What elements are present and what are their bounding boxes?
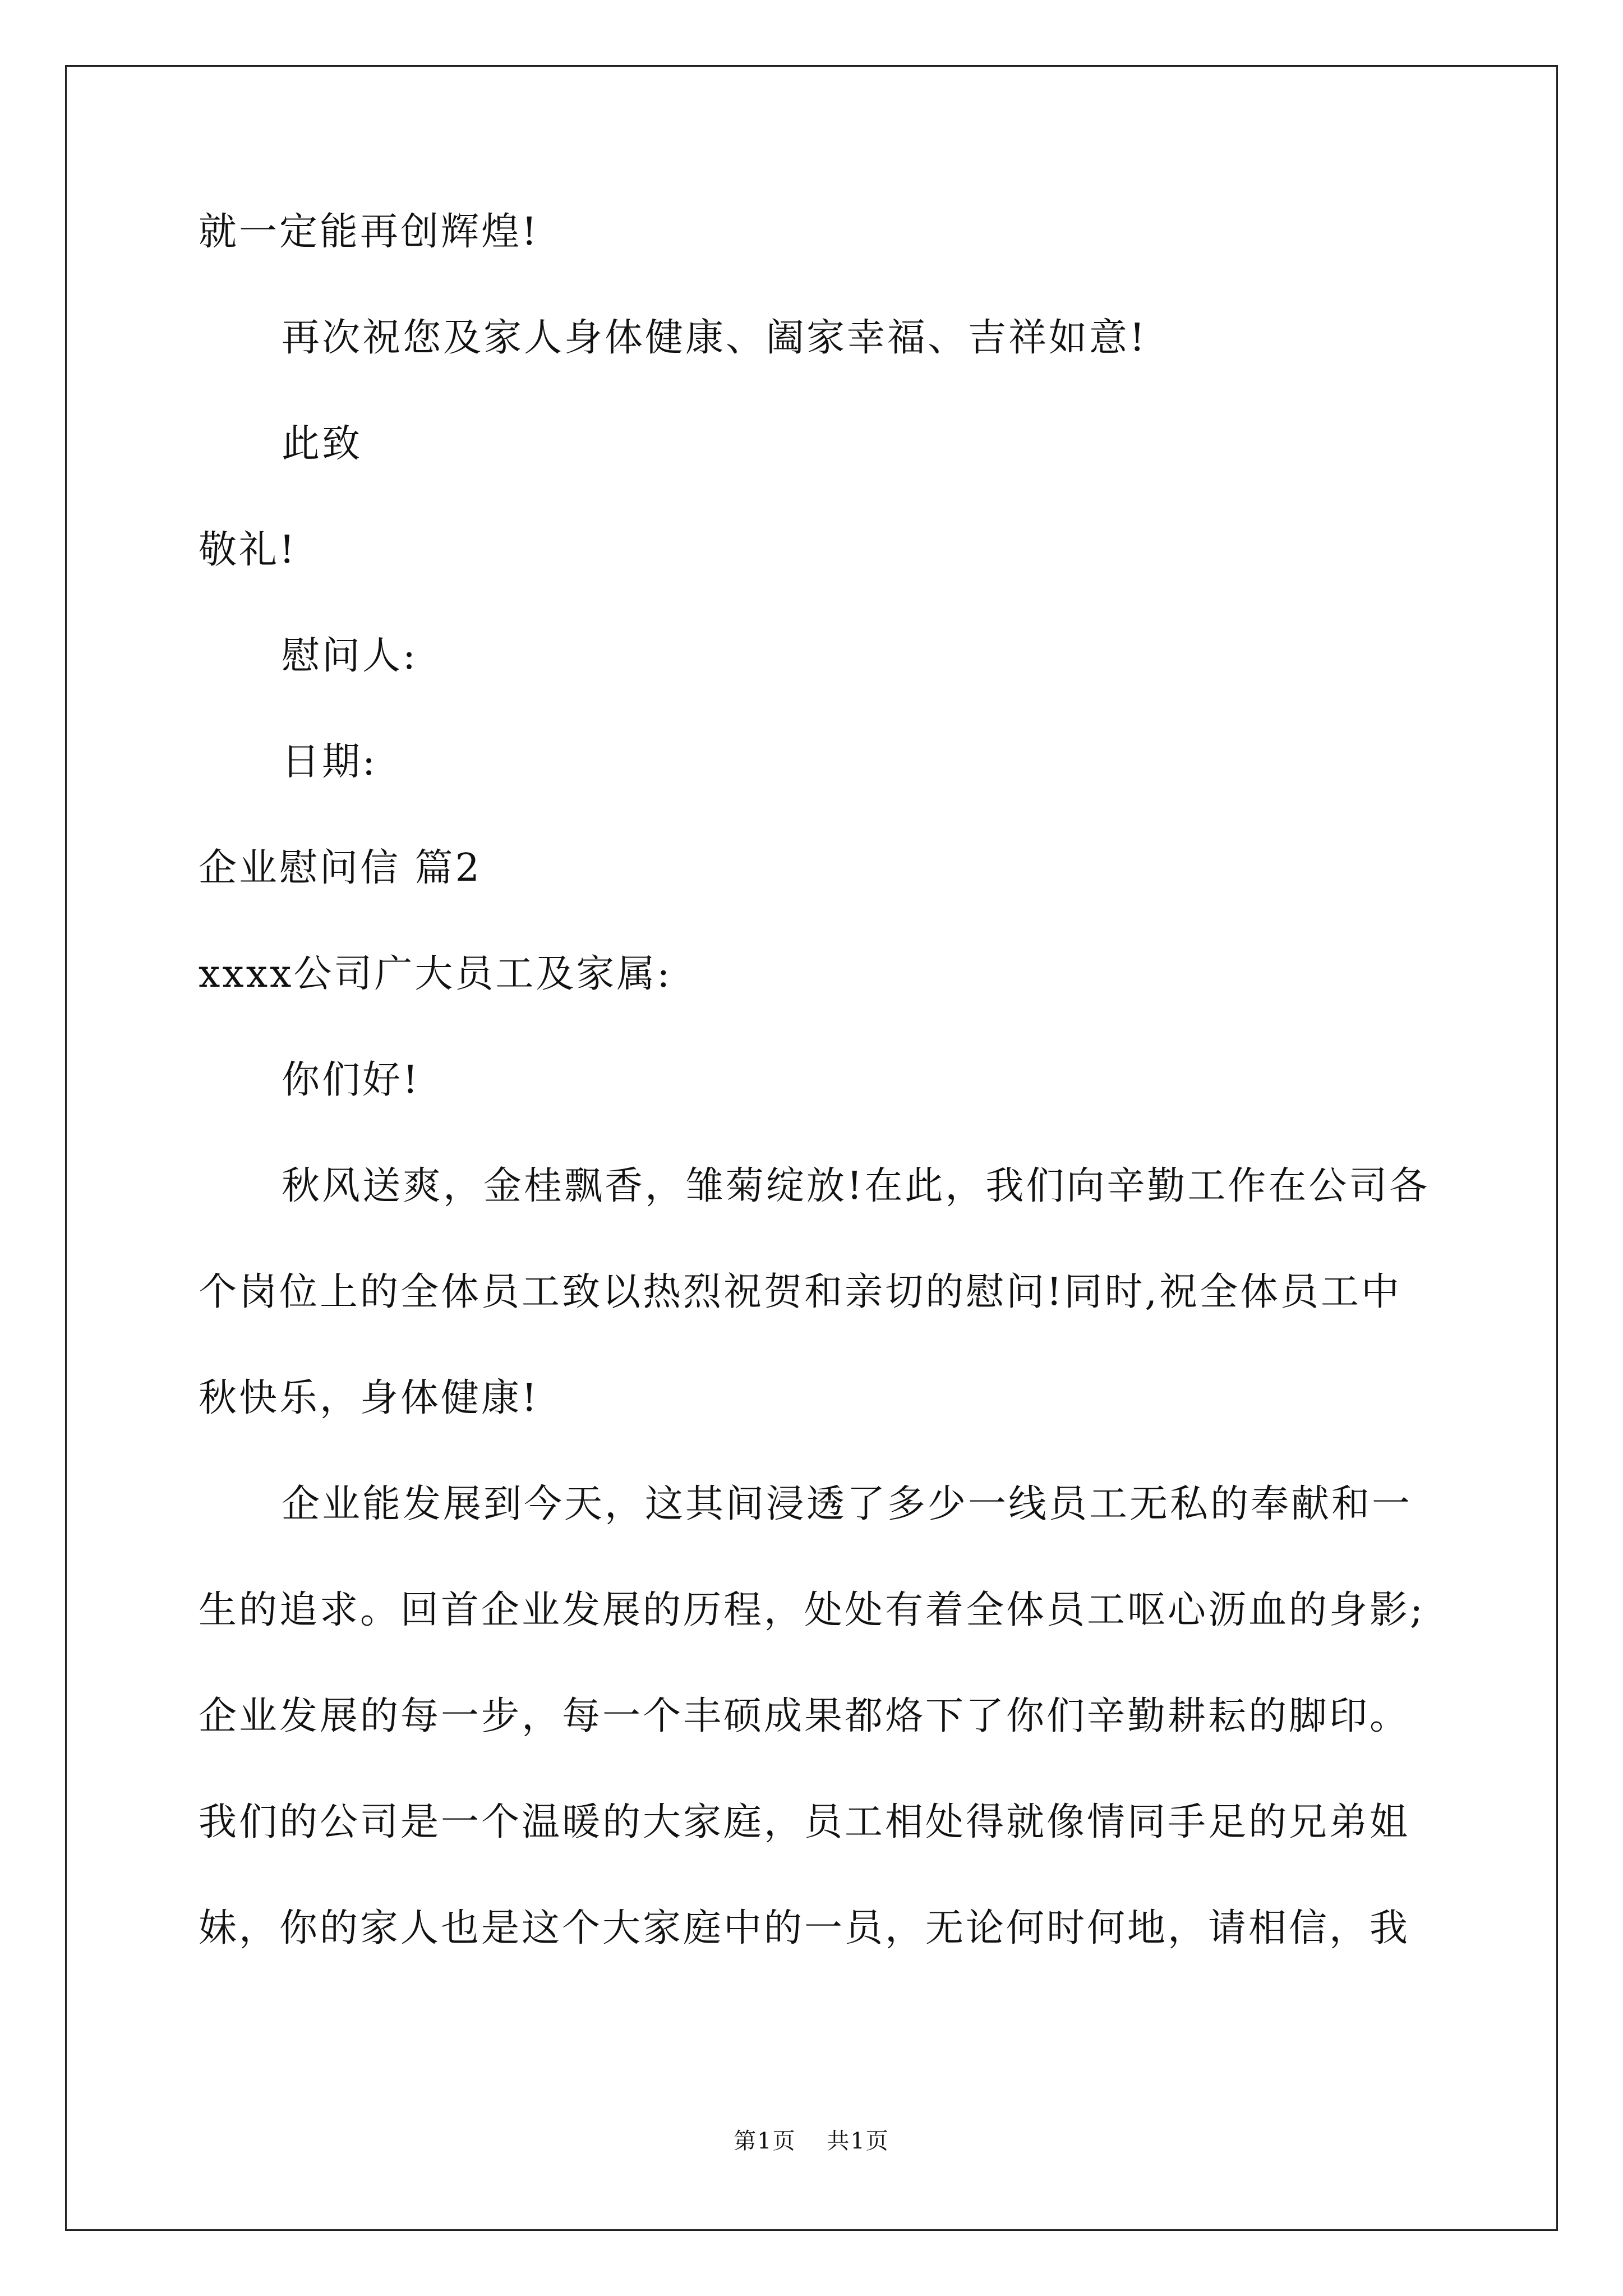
section-heading: 企业慰问信 篇2	[199, 846, 482, 890]
text-line: 日期:	[282, 740, 377, 784]
text-line: 个岗位上的全体员工致以热烈祝贺和亲切的慰问!同时,祝全体员工中	[199, 1270, 1401, 1314]
text-line: 我们的公司是一个温暖的大家庭，员工相处得就像情同手足的兄弟姐	[199, 1800, 1410, 1844]
text-line: 就一定能再创辉煌!	[199, 210, 540, 254]
text-line: 秋快乐，身体健康!	[199, 1376, 540, 1420]
salutation: xxxx公司广大员工及家属:	[199, 952, 672, 996]
page-footer	[0, 2130, 1623, 2152]
text-line: 再次祝您及家人身体健康、阖家幸福、吉祥如意!	[282, 316, 1147, 360]
greeting: 你们好!	[282, 1058, 421, 1102]
page-total: 共1页	[827, 2128, 889, 2154]
page-number: 第1页	[734, 2128, 796, 2154]
text-line: 企业发展的每一步，每一个丰硕成果都烙下了你们辛勤耕耘的脚印。	[199, 1694, 1410, 1738]
text-line: 妹，你的家人也是这个大家庭中的一员，无论何时何地，请相信，我	[199, 1906, 1410, 1950]
text-line: 此致	[282, 422, 363, 466]
text-line: 企业能发展到今天，这其间浸透了多少一线员工无私的奉献和一	[282, 1482, 1413, 1526]
text-line: 生的追求。回首企业发展的历程，处处有着全体员工呕心沥血的身影;	[199, 1588, 1425, 1632]
text-line: 敬礼!	[199, 528, 297, 572]
text-line: 秋风送爽，金桂飘香，雏菊绽放!在此，我们向辛勤工作在公司各	[282, 1164, 1430, 1208]
text-line: 慰问人:	[282, 634, 418, 678]
